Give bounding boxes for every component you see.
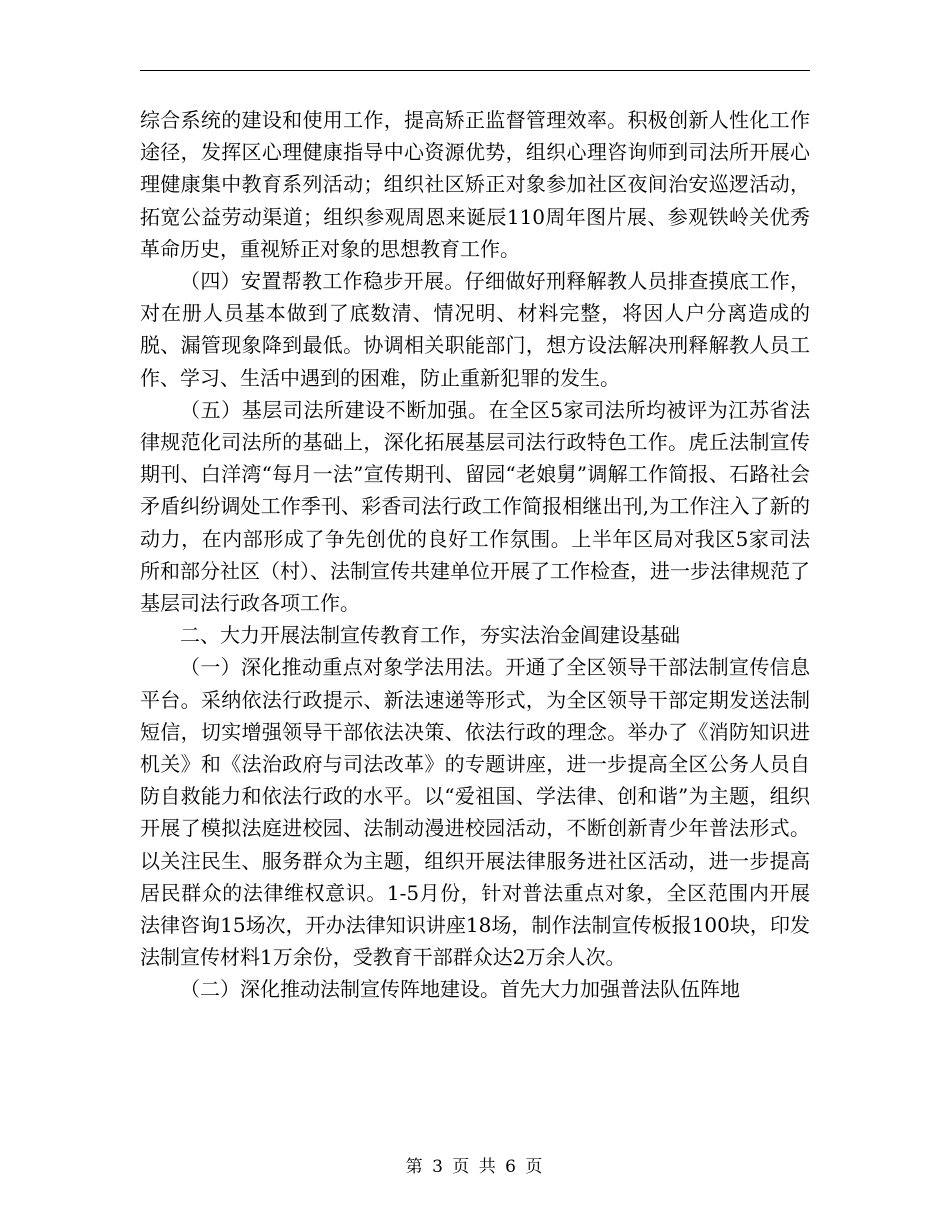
paragraph-3: （五）基层司法所建设不断加强。在全区5家司法所均被评为江苏省法律规范化司法所的基础上，深化拓展基层司法行政特色工作。虎丘法制宣传期刊、白洋湾“每月一法”宣传期刊、留园“老娘舅”调解工作简报、石路社会矛盾纠纷调处工作季刊、彩香司法行政工作简报相继出刊,为工作注入了新的动力，在内部形成了争先创优的良好工作氛围。上半年区局对我区5家司法所和部分社区（村）、法制宣传共建单位开展了工作检查，进一步法律规范了基层司法行政各项工作。 bbox=[140, 397, 810, 616]
paragraph-1: 综合系统的建设和使用工作，提高矫正监督管理效率。积极创新人性化工作途径，发挥区心理健康指导中心资源优势，组织心理咨询师到司法所开展心理健康集中教育系列活动；组织社区矫正对象参加社区夜间治安巡逻活动，拓宽公益劳动渠道；组织参观周恩来诞辰110周年图片展、参观铁岭关优秀革命历史，重视矫正对象的思想教育工作。 bbox=[140, 108, 810, 261]
page-footer: 第 3 页 共 6 页 bbox=[405, 1157, 545, 1177]
section-heading: 二、大力开展法制宣传教育工作，夯实法治金阊建设基础 bbox=[180, 623, 680, 648]
paragraph-2: （四）安置帮教工作稳步开展。仔细做好刑释解教人员排查摸底工作，对在册人员基本做到了底数清、情况明、材料完整，将因人户分离造成的脱、漏管现象降到最低。协调相关职能部门，想方设法解决刑释解教人员工作、学习、生活中遇到的困难，防止重新犯罪的发生。 bbox=[140, 269, 810, 390]
document-body bbox=[140, 104, 810, 1006]
paragraph-6: （二）深化推动法制宣传阵地建设。首先大力加强普法队伍阵地 bbox=[180, 977, 740, 1002]
header-rule bbox=[140, 70, 810, 71]
paragraph-5: （一）深化推动重点对象学法用法。开通了全区领导干部法制宣传信息平台。采纳依法行政提示、新法速递等形式，为全区领导干部定期发送法制短信，切实增强领导干部依法决策、依法行政的理念。举办了《消防知识进机关》和《法治政府与司法改革》的专题讲座，进一步提高全区公务人员自防自救能力和依法行政的水平。以“爱祖国、学法律、创和谐”为主题，组织开展了模拟法庭进校园、法制动漫进校园活动，不断创新青少年普法形式。以关注民生、服务群众为主题，组织开展法律服务进社区活动，进一步提高居民群众的法律维权意识。1-5月份，针对普法重点对象，全区范围内开展法律咨询15场次，开办法律知识讲座18场，制作法制宣传板报100块，印发法制宣传材料1万余份，受教育干部群众达2万余人次。 bbox=[140, 655, 810, 970]
